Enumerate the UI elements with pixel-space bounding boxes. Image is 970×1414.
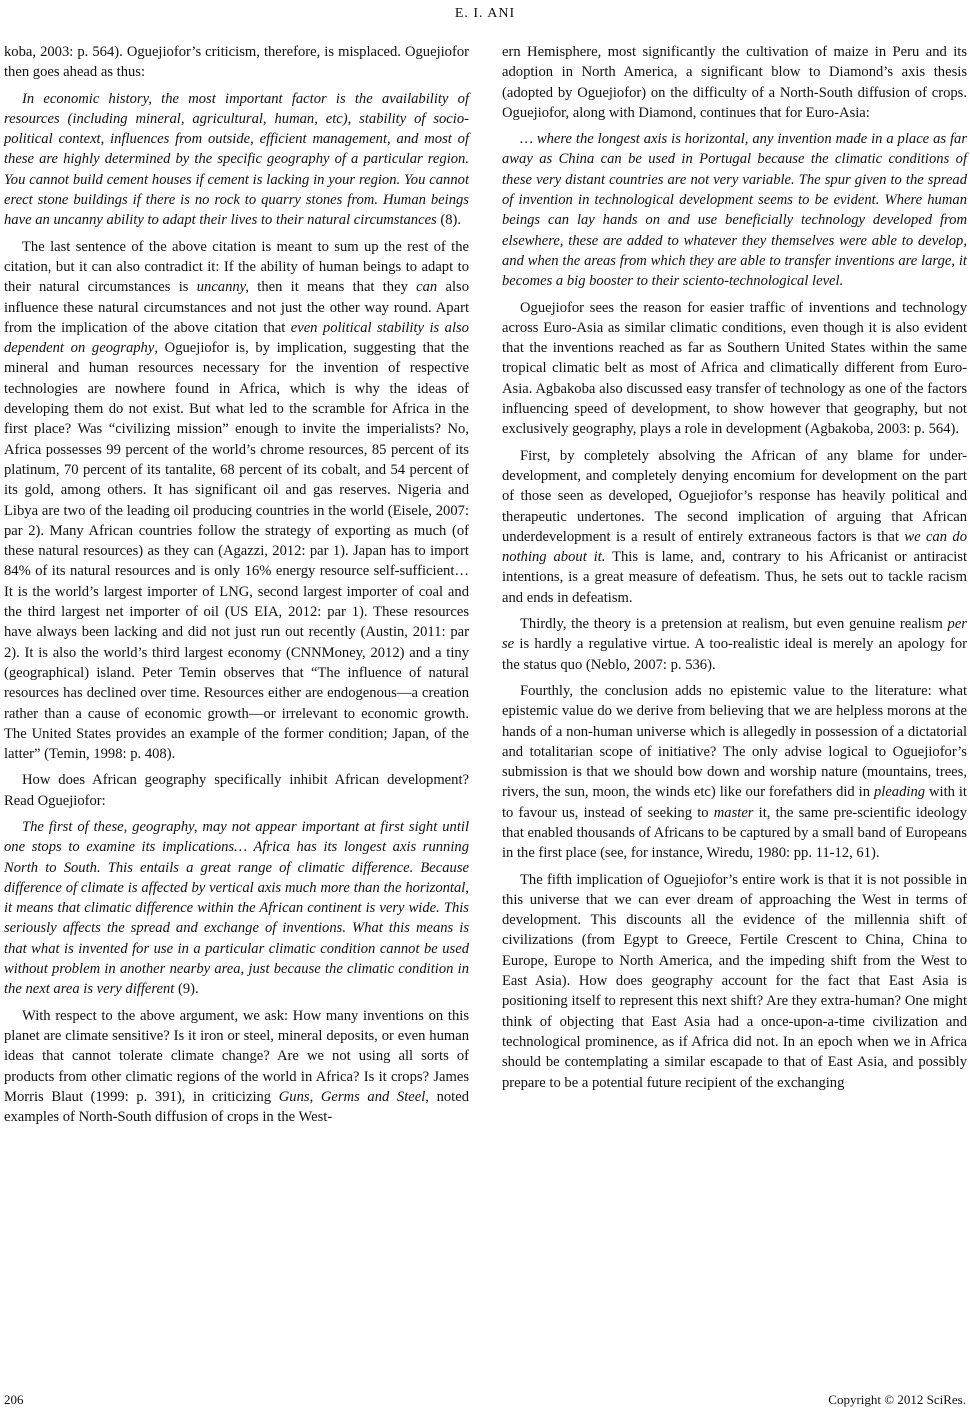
text-run: , (309, 1088, 321, 1105)
text-run: This is lame, and, contrary to his Africanist or antiracist intentions, is a great measure of defeatism. Thus, he sets out to tackle racism and ends in defeatism. (502, 549, 967, 606)
quote-text: In economic history, the most important factor is the availability of resources (including mineral, agricultural, human, etc), stability of socio-political context, influences from outside, efficient management, and most of these are highly determined by the specific geography of a particular region. You cannot build cement houses if cement is lacking in your region. You cannot erect stone buildings if there is no rock to quarry stones from. Human beings have an uncanny ability to adapt their lives to their natural circumstances (4, 90, 469, 229)
paragraph (4, 1006, 469, 1128)
emphasis: pleading (873, 784, 926, 801)
paragraph: The fifth implication of Oguejiofor’s entire work is that it is not possible in this universe that we can ever dream of approaching the West in terms of development. This discounts all the evidence of the millennia shift of civilizations (from Egypt to Greece, Fertile Crescent to China, China to Europe, Europe to North America, and the impeding shift from the West to East Asia). How does geography account for the fact that East Asia is positioning itself to represent this next shift? Are they extra-human? One might think of objecting that East Asia had a once-upon-a-time civilization and technological prominence, as if Africa did not. In an epoch when we in Africa should be contemplating a similar escapade to that of East Asia, and possibly prepare to be a potential future recipient of the exchanging (502, 871, 967, 1091)
text-run: The last sentence of the above citation is meant to sum up the rest of the citation, but it can also contradict it: If the ability of human beings to adapt to their natural circumstances is (4, 238, 469, 296)
paragraph (502, 446, 967, 608)
block-quote (4, 89, 469, 231)
emphasis: even political stability is also dependent on geography (4, 319, 469, 357)
emphasis: Guns (278, 1088, 310, 1105)
text-run: , Oguejiofor is, by implication, suggesting that the mineral and human resources necessary for the invention of respective technologies are nowhere found in Africa, which is why the ideas of developing them do not exist. But what led to the scramble for Africa in the first place? Was “civilizing mission” enough to invite the imperialists? No, Africa possesses 99 percent of the world’s chrome resources, 85 percent of its platinum, 70 percent of its tantalite, 68 percent of its cobalt, and 54 percent of its gold, among others. It has significant oil and gas reserves. Nigeria and Libya are two of the leading oil producing countries in the world (Eisele, 2007: par 2). Many African countries follow the strategy of exporting as much (of these natural resources) as they can (Agazzi, 2012: par 1). Japan has to import 84% of its natural resources and is only 16% energy resource self-sufficient… It is the world’s largest importer of LNG, second largest importer of coal and the third largest net importer of oil (US EIA, 2012: par 1). These resources have always been lacking and did not just run out recently (Austin, 2011: par 2). It is also the world’s third largest economy (CNNMoney, 2012) and a tiny (geographical) island. Peter Temin observes that “The influence of natural resources has declined over time. Resources either are endogenous—a creation rather than a cause of economic growth—or irrelevant to economic growth. The United States provides an example of the former condition; Japan, of the latter” (Temin, 1998: p. 408). (4, 340, 469, 763)
quote-reference: (9). (174, 981, 199, 998)
paragraph: How does African geography specifically inhibit African development? Read Oguejiofor: (4, 772, 469, 809)
paragraph: ern Hemisphere, most significantly the cultivation of maize in Peru and its adoption in North America, a significant blow to Diamond’s axis thesis (adopted by Oguejiofor) on the difficulty of a North-South diffusion of crops. Oguejiofor, along with Diamond, continues that for Euro-Asia: (502, 44, 967, 121)
block-quote (4, 817, 469, 1000)
text-run: , noted examples of North-South diffusion of crops in the West- (4, 1088, 470, 1126)
emphasis: per se (502, 616, 967, 653)
emphasis: can (416, 279, 438, 296)
paragraph (502, 614, 967, 675)
emphasis: uncanny, (196, 279, 250, 296)
text-run: also influence these natural circumstances and not just the other way round. Apart from the implication of the above citation that (4, 279, 469, 336)
right-column (502, 42, 967, 1099)
text-run: it, the same pre-scientific ideology that enabled thousands of Africans to be captured by a small band of Europeans in the first place (see, for instance, Wiredu, 1980: pp. 11-12, 61). (502, 804, 968, 862)
emphasis: we can do nothing about it. (502, 528, 967, 566)
copyright-notice: Copyright © 2012 SciRes. (828, 1392, 966, 1407)
paragraph: koba, 2003: p. 564). Oguejiofor’s criticism, therefore, is misplaced. Oguejiofor then goes ahead as thus: (4, 44, 469, 81)
emphasis: Germs and Steel (320, 1088, 426, 1105)
block-quote: … where the longest axis is horizontal, any invention made in a place as far away as China can be used in Portugal because the climatic conditions of these very distant countries are not very variable. The spur given to the spread of invention in technological development seems to be evident. Where human beings can lay hands on and use beneficially technology developed from elsewhere, these are added to whatever they themselves were able to develop, and when the areas from which they are able to transfer inventions are large, it becomes a big booster to their sciento-technological level. (502, 131, 967, 290)
paragraph: Oguejiofor sees the reason for easier traffic of inventions and technology across Euro-Asia as similar climatic conditions, even though it is also evident that the inventions reached as far as Southern United States within the same tropical climatic belt as most of Africa and climatically different from Euro-Asia. Agbakoba also discussed easy transfer of technology as one of the factors influencing speed of development, to show however that geography, but not exclusively geography, plays a role in development (Agbakoba, 2003: p. 564). (502, 299, 967, 438)
left-column (4, 42, 469, 1133)
running-header: E. I. ANI (454, 6, 516, 21)
text-run: Fourthly, the conclusion adds no epistemic value to the literature: what epistemic value do we derive from believing that we are helpless morons at the hands of a non-human universe which is allegedly in possession of a dictatorial and totalitarian scope of initiative? The only advise logical to Oguejiofor’s submission is that we should bow down and worship nature (mountains, trees, rivers, the sun, moon, the winds etc) like our forefathers did in (502, 682, 967, 801)
text-run: with it to favour us, instead of seeking to (502, 784, 967, 821)
quote-reference: (8). (436, 212, 462, 229)
page-number: 206 (4, 1392, 24, 1407)
text-run: First, by completely absolving the African of any blame for under-development, and completely denying encomium for development on the part of those seen as developed, Oguejiofor’s response has heavily political and therapeutic undertones. The second implication of arguing that African underdevelopment is a result of entirely extraneous factors is that (502, 447, 967, 545)
text-run: then it means that they (249, 279, 417, 296)
emphasis: master (713, 804, 754, 821)
paragraph (4, 237, 469, 765)
text-run: Thirdly, the theory is a pretension at realism, but even genuine realism (520, 616, 948, 633)
text-run: With respect to the above argument, we ask: How many inventions on this planet are climate sensitive? Is it iron or steel, mineral deposits, or even human ideas that cannot tolerate climate change? Are we not using all sorts of products from other climatic regions of the world in Africa? Is it crops? James Morris Blaut (1999: p. 391), in criticizing (4, 1007, 469, 1105)
paragraph (502, 681, 967, 864)
text-run: is hardly a regulative virtue. A too-realistic ideal is merely an apology for the status quo (Neblo, 2007: p. 536). (502, 636, 967, 673)
quote-text: The first of these, geography, may not appear important at first sight until one stops to examine its implications… Africa has its longest axis running North to South. This entails a great range of climatic difference. Because difference of climate is affected by vertical axis much more than the horizontal, it means that climatic difference within the African continent is very wide. This seriously affects the spread and exchange of inventions. What this means is that what is invented for use in a particular climatic condition cannot be used without problem in another nearby area, just because the climatic condition in the next area is very different (4, 818, 469, 998)
